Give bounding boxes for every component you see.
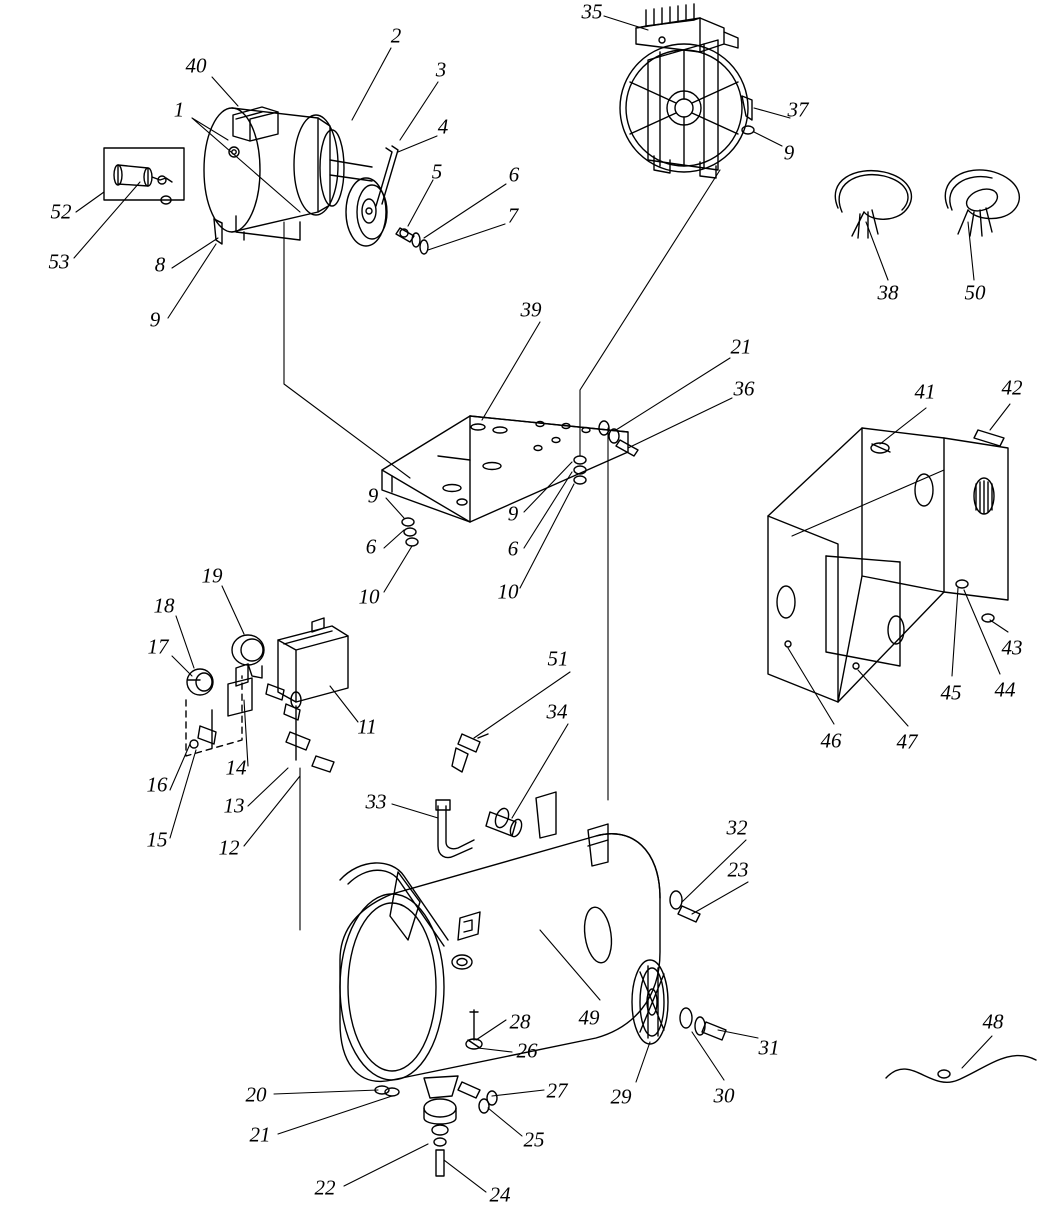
callout-number: 52 [50, 199, 72, 224]
callout-number: 13 [223, 793, 245, 818]
callout-number: 6 [507, 536, 519, 561]
callout-number: 41 [914, 379, 936, 404]
callout-number: 42 [1001, 375, 1023, 400]
callout-number: 10 [358, 584, 380, 609]
callout-number: 38 [877, 280, 899, 305]
callout-number: 35 [581, 0, 603, 24]
callout-number: 26 [516, 1038, 538, 1063]
callout-number: 8 [154, 252, 166, 277]
callout-number: 40 [185, 53, 207, 78]
pressure-switch-group [186, 618, 348, 772]
leader-lines-hose [866, 222, 974, 280]
callout-number: 43 [1001, 635, 1023, 660]
callout-number: 45 [940, 680, 962, 705]
callout-number: 34 [546, 699, 568, 724]
pump-assembly [620, 4, 754, 178]
callout-number: 19 [201, 563, 223, 588]
callout-number: 23 [727, 857, 749, 882]
base-plate [382, 416, 638, 546]
callout-number: 47 [896, 729, 918, 754]
air-tank [340, 734, 726, 1176]
callout-number: 46 [820, 728, 842, 753]
callout-number: 9 [507, 501, 519, 526]
callout-number: 24 [489, 1182, 511, 1207]
callout-number: 32 [726, 815, 748, 840]
callout-number: 10 [497, 579, 519, 604]
callout-number: 48 [982, 1009, 1004, 1034]
callout-number: 2 [390, 23, 402, 48]
callout-number: 5 [431, 159, 443, 184]
callout-number: 21 [730, 334, 752, 359]
callout-number: 17 [147, 634, 169, 659]
callout-number: 6 [508, 162, 520, 187]
callout-number: 6 [365, 534, 377, 559]
callout-number: 12 [218, 835, 240, 860]
callout-number: 49 [578, 1005, 600, 1030]
callout-number: 37 [787, 97, 809, 122]
callout-number: 1 [173, 97, 185, 122]
callout-number: 18 [153, 593, 175, 618]
leader-lines-cord [962, 1036, 992, 1068]
callout-number: 20 [245, 1082, 267, 1107]
leader-lines-guard [788, 404, 1010, 726]
callout-number: 50 [964, 280, 986, 305]
callout-number: 15 [146, 827, 168, 852]
callout-number: 31 [758, 1035, 780, 1060]
callout-number: 39 [520, 297, 542, 322]
callout-number: 28 [509, 1009, 531, 1034]
callout-number: 11 [357, 714, 377, 739]
callout-number: 30 [713, 1083, 735, 1108]
callout-number: 21 [249, 1122, 271, 1147]
callout-number: 29 [610, 1084, 632, 1109]
callout-number: 9 [149, 307, 161, 332]
callout-number: 9 [783, 140, 795, 165]
callout-number: 36 [733, 376, 755, 401]
callout-number: 33 [365, 789, 387, 814]
callout-number: 25 [523, 1127, 545, 1152]
leader-lines-baseplate [284, 170, 732, 800]
callout-number: 16 [146, 772, 168, 797]
leader-lines-switch [170, 586, 358, 930]
callout-number: 3 [435, 57, 447, 82]
callout-number: 7 [507, 203, 519, 228]
callout-number: 27 [546, 1078, 568, 1103]
power-cord-48 [886, 1055, 1036, 1082]
callout-number: 51 [547, 646, 569, 671]
hose-and-cord [835, 170, 1019, 238]
motor-assembly [104, 107, 428, 254]
callout-number: 14 [225, 755, 247, 780]
callout-number: 9 [367, 483, 379, 508]
callout-number: 22 [314, 1175, 336, 1200]
callout-number: 4 [437, 114, 449, 139]
callout-number: 44 [994, 677, 1016, 702]
belt-guard [768, 428, 1008, 705]
callout-number: 53 [48, 249, 70, 274]
